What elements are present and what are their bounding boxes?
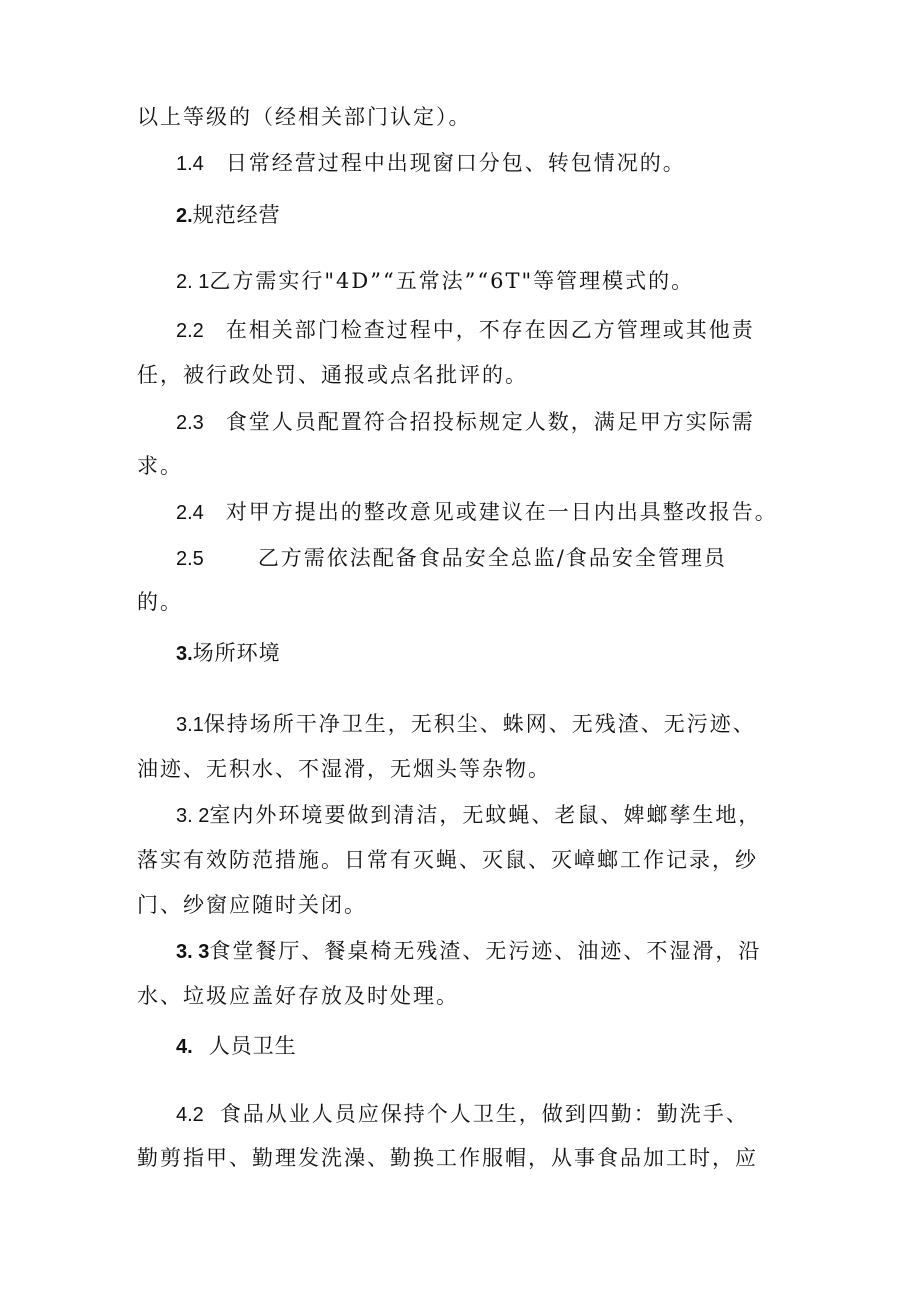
item-number: 4.2 xyxy=(176,1104,204,1126)
item-text: 的。 xyxy=(137,590,183,614)
heading-number: 3. xyxy=(176,643,193,665)
item-text: 乙方需依法配备食品安全总监/食品安全管理员 xyxy=(257,546,727,570)
item-2-3 xyxy=(176,409,755,436)
item-number: 2.5 xyxy=(176,548,204,570)
item-number: 3. 2 xyxy=(176,805,210,827)
item-3-3 xyxy=(176,938,761,965)
item-3-2-continuation xyxy=(137,892,367,918)
item-text: 门、纱窗应随时关闭。 xyxy=(137,893,367,917)
item-text: 食堂餐厅、餐桌椅无残渣、无污迹、油迹、不湿滑，沿 xyxy=(209,939,762,963)
item-2-5-continuation xyxy=(137,589,183,615)
item-text: 求。 xyxy=(137,454,183,478)
heading-number: 2. xyxy=(176,205,193,227)
item-2-2-continuation xyxy=(137,362,528,388)
section-heading-4 xyxy=(176,1033,297,1060)
paragraph-line xyxy=(137,104,472,130)
item-3-3-continuation xyxy=(137,983,459,1009)
item-number: 1.4 xyxy=(176,153,204,175)
item-3-2 xyxy=(176,802,761,829)
item-text: 落实有效防范措施。日常有灭蝇、灭鼠、灭嶂螂工作记录，纱 xyxy=(137,848,758,872)
item-4-2-continuation xyxy=(137,1145,758,1171)
item-2-3-continuation xyxy=(137,453,183,479)
item-number: 2.4 xyxy=(176,502,204,524)
heading-text: 规范经营 xyxy=(192,203,281,227)
item-3-1-continuation xyxy=(137,756,551,782)
item-text: 保持场所干净卫生，无积尘、蛛网、无残渣、无污迹、 xyxy=(203,712,756,736)
item-4-2 xyxy=(176,1101,749,1128)
item-number: 2. 1 xyxy=(176,271,210,293)
item-text: 在相关部门检查过程中，不存在因乙方管理或其他责 xyxy=(225,318,755,342)
item-number: 3.1 xyxy=(176,714,204,736)
item-3-2-continuation xyxy=(137,847,758,873)
item-text: 任，被行政处罚、通报或点名批评的。 xyxy=(137,363,528,387)
item-text: 食品从业人员应保持个人卫生，做到四勤：勤洗手、 xyxy=(219,1102,749,1126)
item-text: 勤剪指甲、勤理发洗澡、勤换工作服帽，从事食品加工时，应 xyxy=(137,1146,758,1170)
item-2-4 xyxy=(176,499,778,526)
item-2-2 xyxy=(176,317,755,344)
text: 以上等级的（经相关部门认定）。 xyxy=(137,105,472,129)
item-text: 水、垃圾应盖好存放及时处理。 xyxy=(137,984,459,1008)
item-text: 对甲方提出的整改意见或建议在一日内出具整改报告。 xyxy=(225,500,778,524)
item-number: 3. 3 xyxy=(176,941,210,963)
section-heading-3 xyxy=(176,640,281,667)
item-number: 2.3 xyxy=(176,412,204,434)
item-number: 2.2 xyxy=(176,320,204,342)
item-text: 食堂人员配置符合招投标规定人数，满足甲方实际需 xyxy=(225,410,755,434)
item-text: 日常经营过程中出现窗口分包、转包情况的。 xyxy=(225,151,686,175)
section-heading-2 xyxy=(176,202,281,229)
item-3-1 xyxy=(176,711,756,738)
heading-number: 4. xyxy=(176,1036,193,1058)
item-2-1 xyxy=(176,268,694,295)
item-2-5 xyxy=(176,545,727,572)
item-text: 室内外环境要做到清洁，无蚊蝇、老鼠、婢螂孳生地， xyxy=(209,803,762,827)
item-1-4 xyxy=(176,150,686,177)
item-text: 乙方需实行"4D”“五常法”“6T"等管理模式的。 xyxy=(209,269,695,293)
item-text: 油迹、无积水、不湿滑，无烟头等杂物。 xyxy=(137,757,551,781)
heading-text: 场所环境 xyxy=(192,641,281,665)
heading-text: 人员卫生 xyxy=(208,1034,297,1058)
